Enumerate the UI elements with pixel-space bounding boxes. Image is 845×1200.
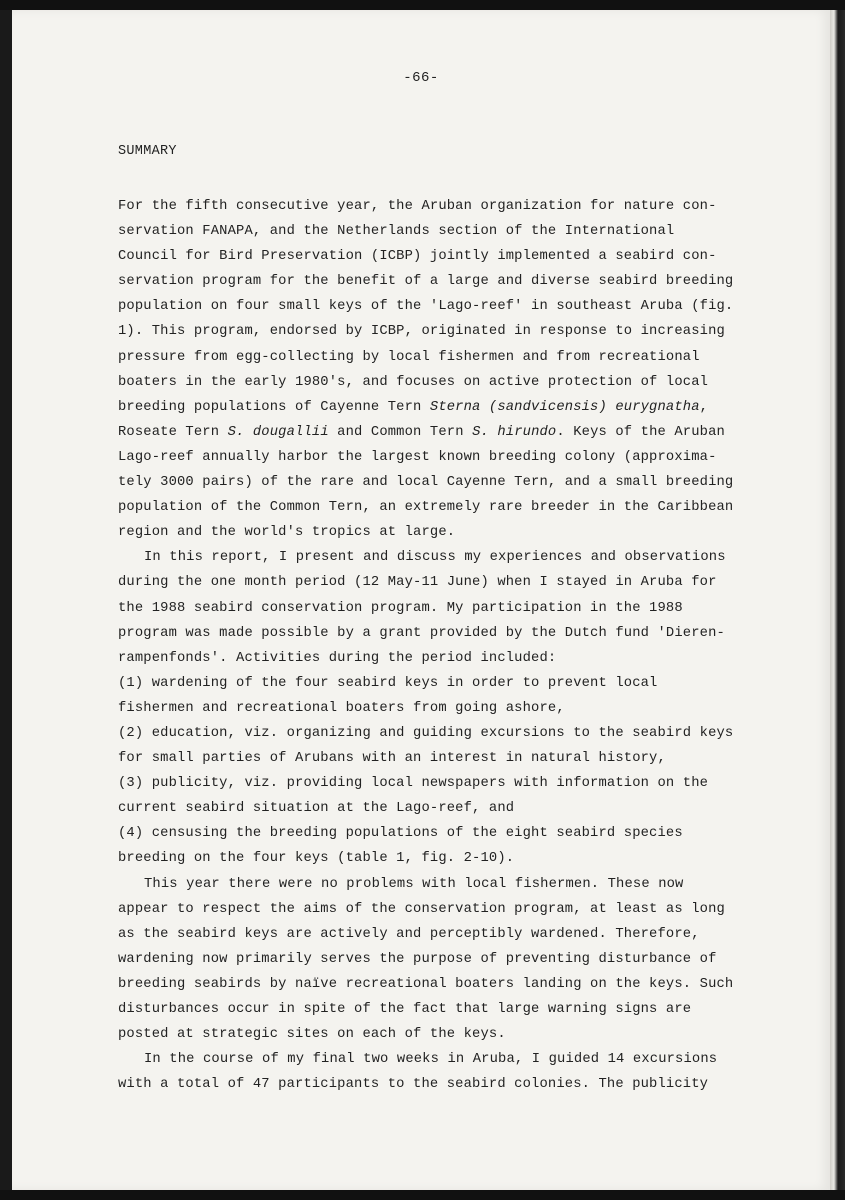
text-line: 1). This program, endorsed by ICBP, originated in response to increasing — [118, 324, 725, 340]
text-line: For the fifth consecutive year, the Aruban organization for nature con- — [118, 199, 717, 214]
text-line: population of the Common Tern, an extremely rare breeder in the Caribbean — [118, 500, 734, 516]
section-heading: SUMMARY — [118, 144, 177, 159]
text-line: breeding seabirds by naïve recreational boaters landing on the keys. Such — [118, 976, 734, 992]
text-line: rampenfonds'. Activities during the period included: — [118, 650, 557, 666]
text-line: Lago-reef annually harbor the largest known breeding colony (approxima- — [118, 449, 717, 465]
text-line: posted at strategic sites on each of the keys. — [118, 1027, 506, 1043]
text-line: appear to respect the aims of the conservation program, at least as long — [118, 901, 725, 917]
text-line: population on four small keys of the 'Lago-reef' in southeast Aruba (fig. — [118, 299, 734, 315]
text-line: boaters in the early 1980's, and focuses on active protection of local — [118, 374, 709, 390]
page-number: -66- — [403, 70, 439, 86]
text-line: program was made possible by a grant provided by the Dutch fund 'Dieren- — [118, 625, 725, 641]
text-line: wardening now primarily serves the purpose of preventing disturbance of — [118, 951, 717, 967]
text-line: current seabird situation at the Lago-reef, and — [118, 801, 515, 817]
scan-bottom-border — [0, 1190, 845, 1200]
text-line: This year there were no problems with local fishermen. These now — [144, 876, 684, 892]
text-line: breeding populations of Cayenne Tern Sterna (sandvicensis) eurygnatha, — [118, 399, 709, 415]
text-line: as the seabird keys are actively and perceptibly wardened. Therefore, — [118, 926, 700, 942]
text-line: (1) wardening of the four seabird keys in order to prevent local — [118, 675, 658, 691]
scan-top-border — [0, 0, 845, 10]
scan-right-edge — [830, 10, 845, 1190]
text-line: pressure from egg-collecting by local fishermen and from recreational — [118, 349, 700, 365]
text-line: for small parties of Arubans with an interest in natural history, — [118, 751, 666, 767]
text-line: the 1988 seabird conservation program. My participation in the 1988 — [118, 600, 683, 616]
text-line: servation program for the benefit of a large and diverse seabird breeding — [118, 274, 734, 290]
text-line: servation FANAPA, and the Netherlands section of the International — [118, 224, 675, 240]
text-line: Roseate Tern S. dougallii and Common Tern S. hirundo. Keys of the Aruban — [118, 424, 725, 440]
text-line: tely 3000 pairs) of the rare and local Cayenne Tern, and a small breeding — [118, 475, 734, 491]
text-line: In this report, I present and discuss my experiences and observations — [144, 550, 726, 566]
text-line: region and the world's tropics at large. — [118, 525, 456, 541]
document-page — [12, 10, 830, 1190]
text-line: Council for Bird Preservation (ICBP) jointly implemented a seabird con- — [118, 249, 717, 265]
text-line: during the one month period (12 May-11 June) when I stayed in Aruba for — [118, 575, 717, 591]
body-text — [118, 194, 758, 1097]
text-line: (3) publicity, viz. providing local newspapers with information on the — [118, 776, 709, 792]
text-line: (4) censusing the breeding populations of the eight seabird species — [118, 826, 683, 842]
text-line: In the course of my final two weeks in Aruba, I guided 14 excursions — [144, 1052, 718, 1068]
text-line: with a total of 47 participants to the seabird colonies. The publicity — [118, 1077, 709, 1093]
text-line: breeding on the four keys (table 1, fig. 2-10). — [118, 851, 515, 867]
text-line: fishermen and recreational boaters from going ashore, — [118, 700, 565, 716]
text-line: disturbances occur in spite of the fact that large warning signs are — [118, 1002, 692, 1017]
text-line: (2) education, viz. organizing and guiding excursions to the seabird keys — [118, 725, 734, 741]
